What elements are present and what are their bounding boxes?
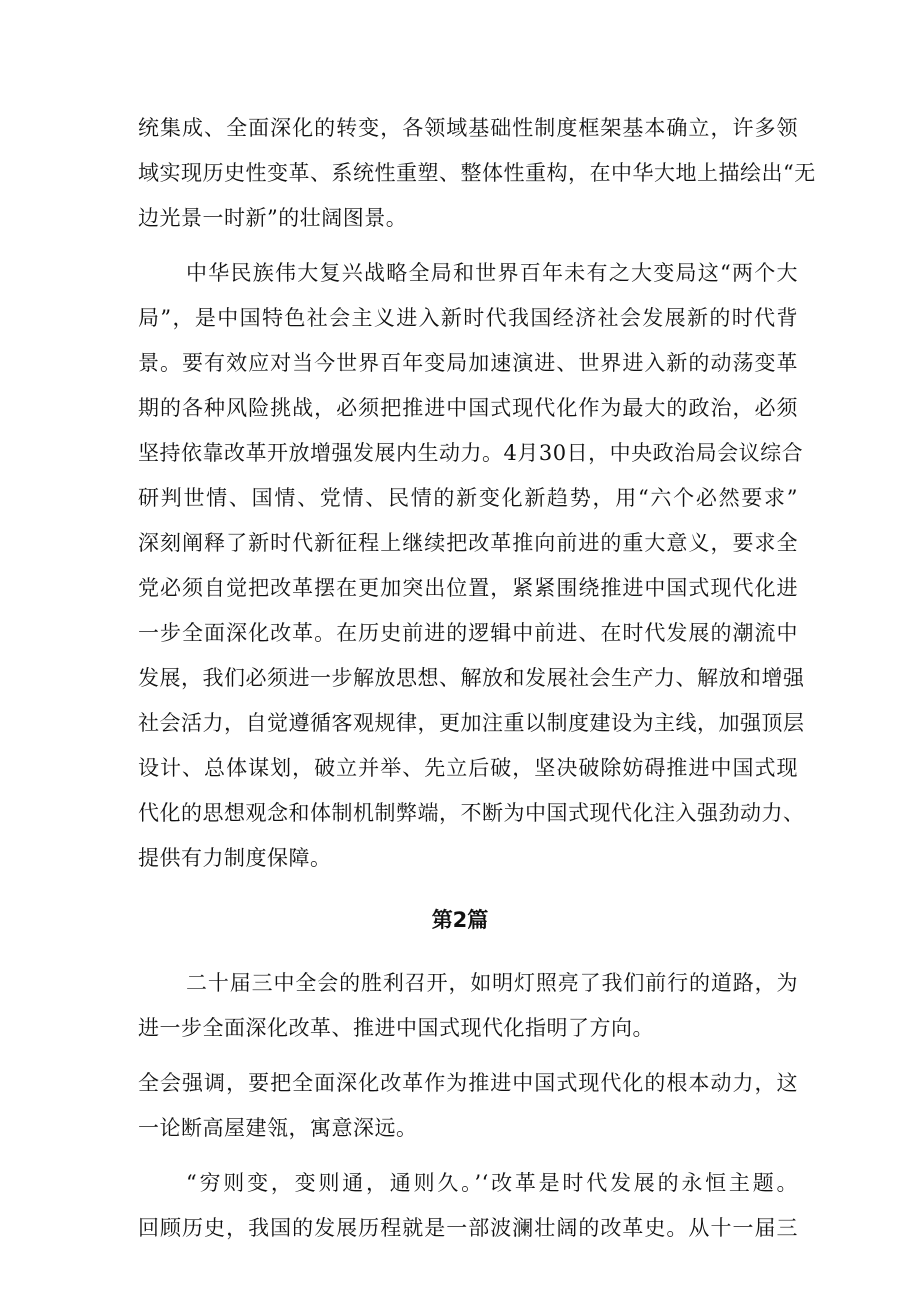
text-line: 一论断高屋建瓴，寓意深远。 <box>138 1116 418 1140</box>
text-line: 社会活力，自觉遵循客观规律，更加注重以制度建设为主线，加强顶层 <box>138 711 805 735</box>
text-line: 统集成、全面深化的转变，各领域基础性制度框架基本确立，许多领 <box>138 116 798 140</box>
text-line: 提供有力制度保障。 <box>138 846 332 870</box>
section-heading: 第2篇 <box>431 908 489 932</box>
text-line: 代化的思想观念和体制机制弊端，不断为中国式现代化注入强劲动力、 <box>138 801 805 825</box>
text-line: 域实现历史性变革、系统性重塑、整体性重构，在中华大地上描绘出“无 <box>138 161 816 185</box>
text-line: 中华民族伟大复兴战略全局和世界百年未有之大变局这“两个大 <box>186 261 798 285</box>
text-line: 发展，我们必须进一步解放思想、解放和发展社会生产力、解放和增强 <box>138 666 805 690</box>
text-line: 进一步全面深化改革、推进中国式现代化指明了方向。 <box>138 1016 654 1040</box>
text-line: 景。要有效应对当今世界百年变局加速演进、世界进入新的动荡变革 <box>138 351 798 375</box>
text-line: 边光景一时新”的壮阔图景。 <box>138 206 408 230</box>
text-line: “穷则变，变则通，通则久。’‘改革是时代发展的永恒主题。 <box>186 1171 798 1195</box>
text-line: 坚持依靠改革开放增强发展内生动力。4月30日，中央政治局会议综合 <box>138 441 804 465</box>
text-line: 一步全面深化改革。在历史前进的逻辑中前进、在时代发展的潮流中 <box>138 621 798 645</box>
text-line: 设计、总体谋划，破立并举、先立后破，坚决破除妨碍推进中国式现 <box>138 756 798 780</box>
text-line: 研判世情、国情、党情、民情的新变化新趋势，用“六个必然要求” <box>138 486 798 510</box>
text-line: 局”，是中国特色社会主义进入新时代我国经济社会发展新的时代背 <box>138 306 798 330</box>
text-line: 期的各种风险挑战，必须把推进中国式现代化作为最大的政治，必须 <box>138 396 798 420</box>
text-line: 二十届三中全会的胜利召开，如明灯照亮了我们前行的道路，为 <box>186 971 798 995</box>
text-line: 全会强调，要把全面深化改革作为推进中国式现代化的根本动力，这 <box>138 1071 798 1095</box>
text-line: 回顾历史，我国的发展历程就是一部波澜壮阔的改革史。从十一届三 <box>138 1216 798 1240</box>
text-line: 党必须自觉把改革摆在更加突出位置，紧紧围绕推进中国式现代化进 <box>138 576 798 600</box>
text-line: 深刻阐释了新时代新征程上继续把改革推向前进的重大意义，要求全 <box>138 531 798 555</box>
